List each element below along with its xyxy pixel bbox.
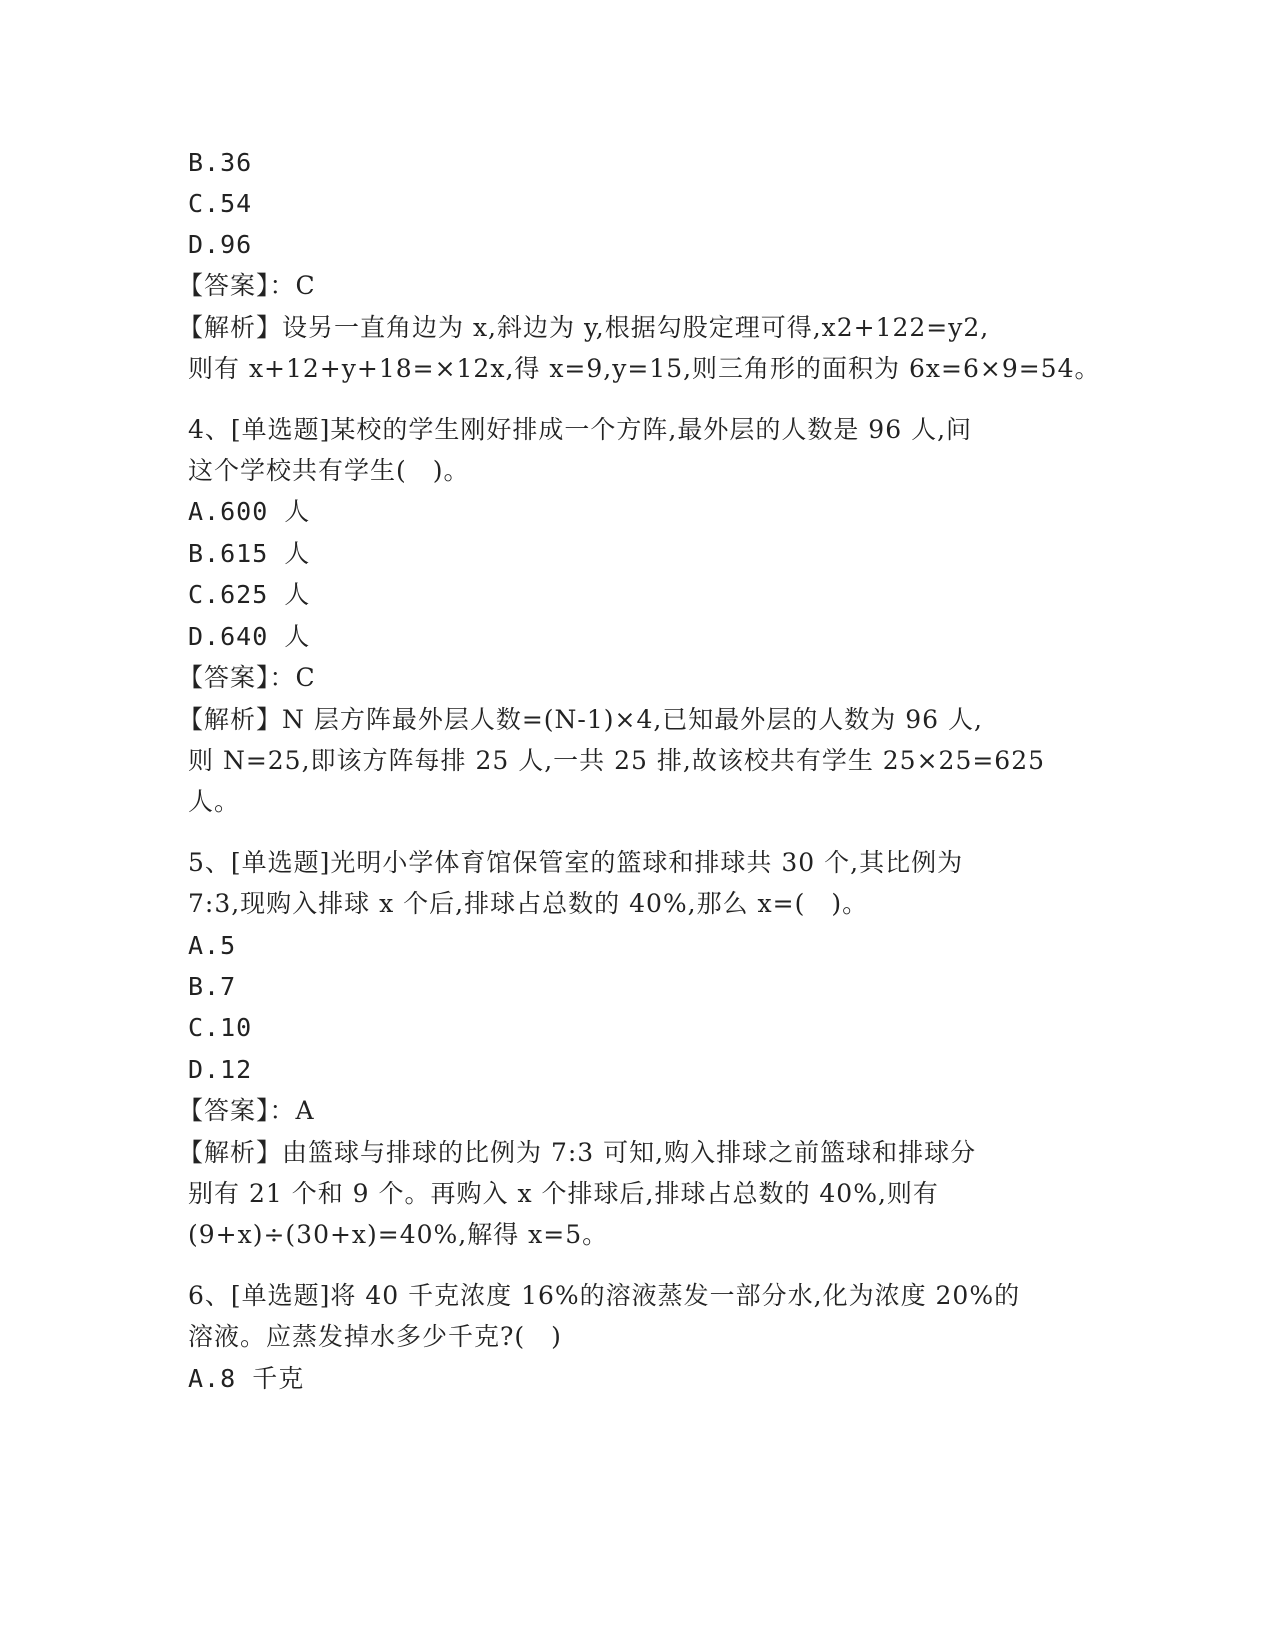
q3-analysis-line-2: 则有 x+12+y+18=×12x,得 x=9,y=15,则三角形的面积为 6x=6×9=54。 [188, 354, 1101, 383]
q3-option-b: B.36 [188, 148, 253, 177]
q6-question-line-2: 溶液。应蒸发掉水多少千克?( ) [188, 1322, 562, 1351]
q4-question-line-2: 这个学校共有学生( )。 [188, 456, 470, 485]
q5-analysis-line-1: 【解析】由篮球与排球的比例为 7:3 可知,购入排球之前篮球和排球分 [178, 1138, 977, 1167]
q5-option-d: D.12 [188, 1055, 253, 1084]
q5-analysis-line-3: (9+x)÷(30+x)=40%,解得 x=5。 [188, 1220, 609, 1249]
q6-question-line-1: 6、[单选题]将 40 千克浓度 16%的溶液蒸发一部分水,化为浓度 20%的 [188, 1281, 1021, 1310]
q4-option-b: B.615 人 [188, 539, 311, 568]
q4-option-d: D.640 人 [188, 622, 311, 651]
q3-answer: 【答案】：C [178, 271, 316, 300]
q5-option-c: C.10 [188, 1013, 253, 1042]
q4-option-c: C.625 人 [188, 580, 311, 609]
q3-analysis-line-1: 【解析】设另一直角边为 x,斜边为 y,根据勾股定理可得,x2+122=y2, [178, 313, 990, 342]
q4-question-line-1: 4、[单选题]某校的学生刚好排成一个方阵,最外层的人数是 96 人,问 [188, 415, 973, 444]
q6-option-a: A.8 千克 [188, 1364, 305, 1393]
q4-analysis-line-3: 人。 [188, 787, 241, 816]
q5-analysis-line-2: 别有 21 个和 9 个。再购入 x 个排球后,排球占总数的 40%,则有 [188, 1179, 939, 1208]
q4-option-a: A.600 人 [188, 497, 311, 526]
q5-answer: 【答案】：A [178, 1096, 315, 1125]
q3-option-c: C.54 [188, 189, 253, 218]
q5-option-b: B.7 [188, 972, 237, 1001]
q4-analysis-line-1: 【解析】N 层方阵最外层人数=(N-1)×4,已知最外层的人数为 96 人, [178, 705, 983, 734]
q5-question-line-2: 7:3,现购入排球 x 个后,排球占总数的 40%,那么 x=( )。 [188, 889, 869, 918]
q5-question-line-1: 5、[单选题]光明小学体育馆保管室的篮球和排球共 30 个,其比例为 [188, 848, 964, 877]
q3-option-d: D.96 [188, 230, 253, 259]
q4-answer: 【答案】：C [178, 663, 316, 692]
q4-analysis-line-2: 则 N=25,即该方阵每排 25 人,一共 25 排,故该校共有学生 25×25=625 [188, 746, 1046, 775]
q5-option-a: A.5 [188, 931, 237, 960]
